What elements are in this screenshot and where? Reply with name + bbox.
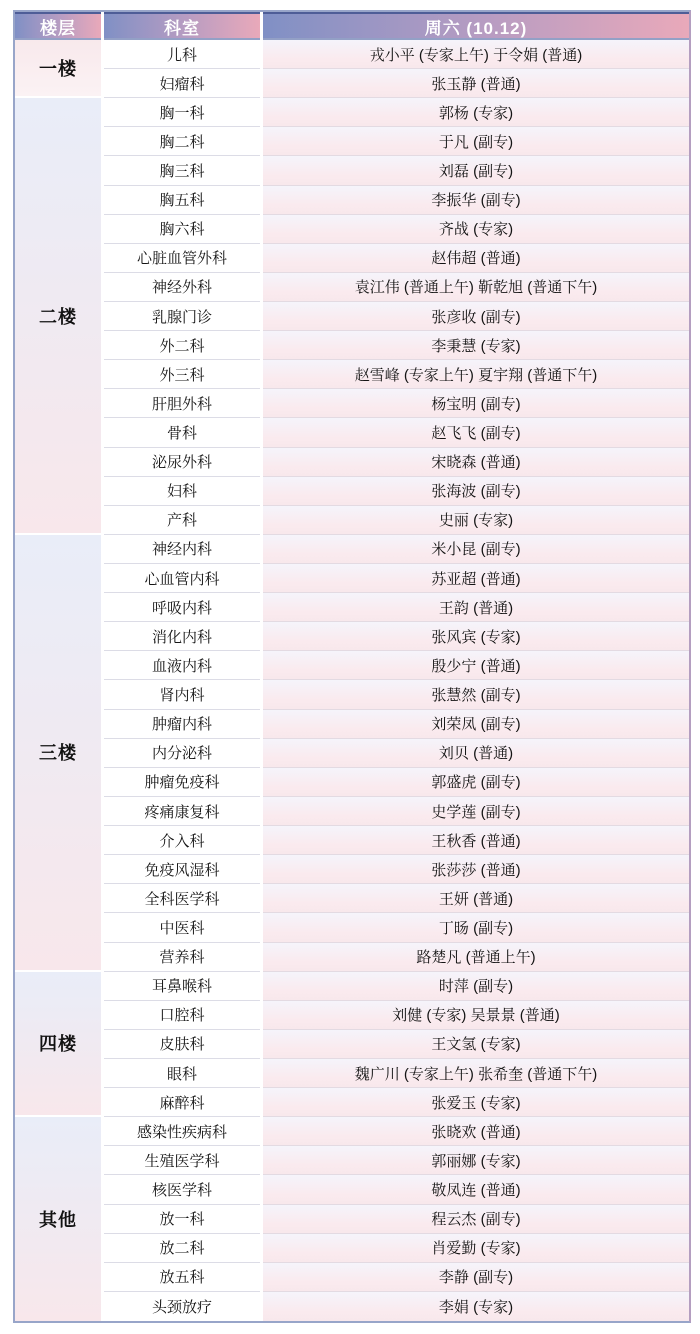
department-cell: 妇瘤科 — [104, 69, 260, 98]
schedule-cell: 袁江伟 (普通上午) 靳乾旭 (普通下午) — [263, 273, 689, 302]
department-cell: 免疫风湿科 — [104, 855, 260, 884]
department-cell: 心血管内科 — [104, 564, 260, 593]
schedule-cell: 米小昆 (副专) — [263, 535, 689, 564]
department-cell: 产科 — [104, 506, 260, 535]
department-cell: 儿科 — [104, 40, 260, 69]
schedule-cell: 肖爱勤 (专家) — [263, 1234, 689, 1263]
schedule-cell: 张玉静 (普通) — [263, 69, 689, 98]
department-cell: 麻醉科 — [104, 1088, 260, 1117]
schedule-cell: 史丽 (专家) — [263, 506, 689, 535]
schedule-cell: 赵飞飞 (副专) — [263, 418, 689, 447]
schedule-cell: 刘磊 (副专) — [263, 156, 689, 185]
department-cell: 消化内科 — [104, 622, 260, 651]
department-cell: 神经外科 — [104, 273, 260, 302]
schedule-cell: 王韵 (普通) — [263, 593, 689, 622]
schedule-cell: 敬凤连 (普通) — [263, 1175, 689, 1204]
schedule-cell: 王妍 (普通) — [263, 884, 689, 913]
schedule-cell: 张晓欢 (普通) — [263, 1117, 689, 1146]
floor-cell: 三楼 — [15, 535, 101, 972]
department-cell: 呼吸内科 — [104, 593, 260, 622]
department-cell: 肿瘤免疫科 — [104, 768, 260, 797]
schedule-cell: 王秋香 (普通) — [263, 826, 689, 855]
department-cell: 血液内科 — [104, 651, 260, 680]
schedule-cell: 郭丽娜 (专家) — [263, 1146, 689, 1175]
department-cell: 口腔科 — [104, 1001, 260, 1030]
schedule-cell: 刘健 (专家) 吴景景 (普通) — [263, 1001, 689, 1030]
schedule-cell: 张海波 (副专) — [263, 477, 689, 506]
schedule-cell: 郭杨 (专家) — [263, 98, 689, 127]
department-cell: 胸六科 — [104, 215, 260, 244]
department-cell: 泌尿外科 — [104, 448, 260, 477]
schedule-cell: 路楚凡 (普通上午) — [263, 943, 689, 972]
floor-cell: 一楼 — [15, 40, 101, 98]
schedule-cell: 程云杰 (副专) — [263, 1205, 689, 1234]
schedule-cell: 赵伟超 (普通) — [263, 244, 689, 273]
department-cell: 眼科 — [104, 1059, 260, 1088]
department-cell: 生殖医学科 — [104, 1146, 260, 1175]
schedule-cell: 张爱玉 (专家) — [263, 1088, 689, 1117]
department-cell: 外二科 — [104, 331, 260, 360]
department-cell: 胸一科 — [104, 98, 260, 127]
schedule-cell: 魏广川 (专家上午) 张希奎 (普通下午) — [263, 1059, 689, 1088]
floor-cell: 四楼 — [15, 972, 101, 1118]
header-department: 科室 — [104, 12, 260, 40]
schedule-cell: 张慧然 (副专) — [263, 680, 689, 709]
header-day: 周六 (10.12) — [263, 12, 689, 40]
department-cell: 肿瘤内科 — [104, 710, 260, 739]
department-cell: 头颈放疗 — [104, 1292, 260, 1321]
department-cell: 放二科 — [104, 1234, 260, 1263]
department-cell: 皮肤科 — [104, 1030, 260, 1059]
department-cell: 营养科 — [104, 943, 260, 972]
department-cell: 介入科 — [104, 826, 260, 855]
department-cell: 心脏血管外科 — [104, 244, 260, 273]
department-cell: 乳腺门诊 — [104, 302, 260, 331]
schedule-cell: 史学莲 (副专) — [263, 797, 689, 826]
department-cell: 感染性疾病科 — [104, 1117, 260, 1146]
department-cell: 内分泌科 — [104, 739, 260, 768]
department-cell: 放五科 — [104, 1263, 260, 1292]
schedule-cell: 苏亚超 (普通) — [263, 564, 689, 593]
department-cell: 骨科 — [104, 418, 260, 447]
department-cell: 胸二科 — [104, 127, 260, 156]
schedule-cell: 张莎莎 (普通) — [263, 855, 689, 884]
department-cell: 神经内科 — [104, 535, 260, 564]
schedule-cell: 王文氢 (专家) — [263, 1030, 689, 1059]
schedule-cell: 郭盛虎 (副专) — [263, 768, 689, 797]
schedule-cell: 于凡 (副专) — [263, 127, 689, 156]
schedule-cell: 刘贝 (普通) — [263, 739, 689, 768]
department-cell: 妇科 — [104, 477, 260, 506]
department-cell: 核医学科 — [104, 1175, 260, 1204]
schedule-cell: 齐战 (专家) — [263, 215, 689, 244]
department-cell: 耳鼻喉科 — [104, 972, 260, 1001]
schedule-cell: 李秉慧 (专家) — [263, 331, 689, 360]
schedule-cell: 丁旸 (副专) — [263, 913, 689, 942]
schedule-grid — [15, 12, 689, 1321]
schedule-cell: 李振华 (副专) — [263, 186, 689, 215]
schedule-cell: 宋晓森 (普通) — [263, 448, 689, 477]
schedule-cell: 戎小平 (专家上午) 于令娟 (普通) — [263, 40, 689, 69]
header-floor: 楼层 — [15, 12, 101, 40]
schedule-cell: 张彦收 (副专) — [263, 302, 689, 331]
department-cell: 胸三科 — [104, 156, 260, 185]
department-cell: 肾内科 — [104, 680, 260, 709]
schedule-cell: 李静 (副专) — [263, 1263, 689, 1292]
floor-cell: 二楼 — [15, 98, 101, 535]
schedule-cell: 时萍 (副专) — [263, 972, 689, 1001]
floor-cell: 其他 — [15, 1117, 101, 1321]
department-cell: 疼痛康复科 — [104, 797, 260, 826]
department-cell: 放一科 — [104, 1205, 260, 1234]
schedule-cell: 杨宝明 (副专) — [263, 389, 689, 418]
schedule-cell: 赵雪峰 (专家上午) 夏宇翔 (普通下午) — [263, 360, 689, 389]
department-cell: 胸五科 — [104, 186, 260, 215]
schedule-cell: 李娟 (专家) — [263, 1292, 689, 1321]
department-cell: 中医科 — [104, 913, 260, 942]
schedule-table — [13, 10, 691, 1323]
department-cell: 外三科 — [104, 360, 260, 389]
schedule-cell: 张风宾 (专家) — [263, 622, 689, 651]
department-cell: 肝胆外科 — [104, 389, 260, 418]
department-cell: 全科医学科 — [104, 884, 260, 913]
schedule-cell: 刘荣凤 (副专) — [263, 710, 689, 739]
schedule-cell: 殷少宁 (普通) — [263, 651, 689, 680]
